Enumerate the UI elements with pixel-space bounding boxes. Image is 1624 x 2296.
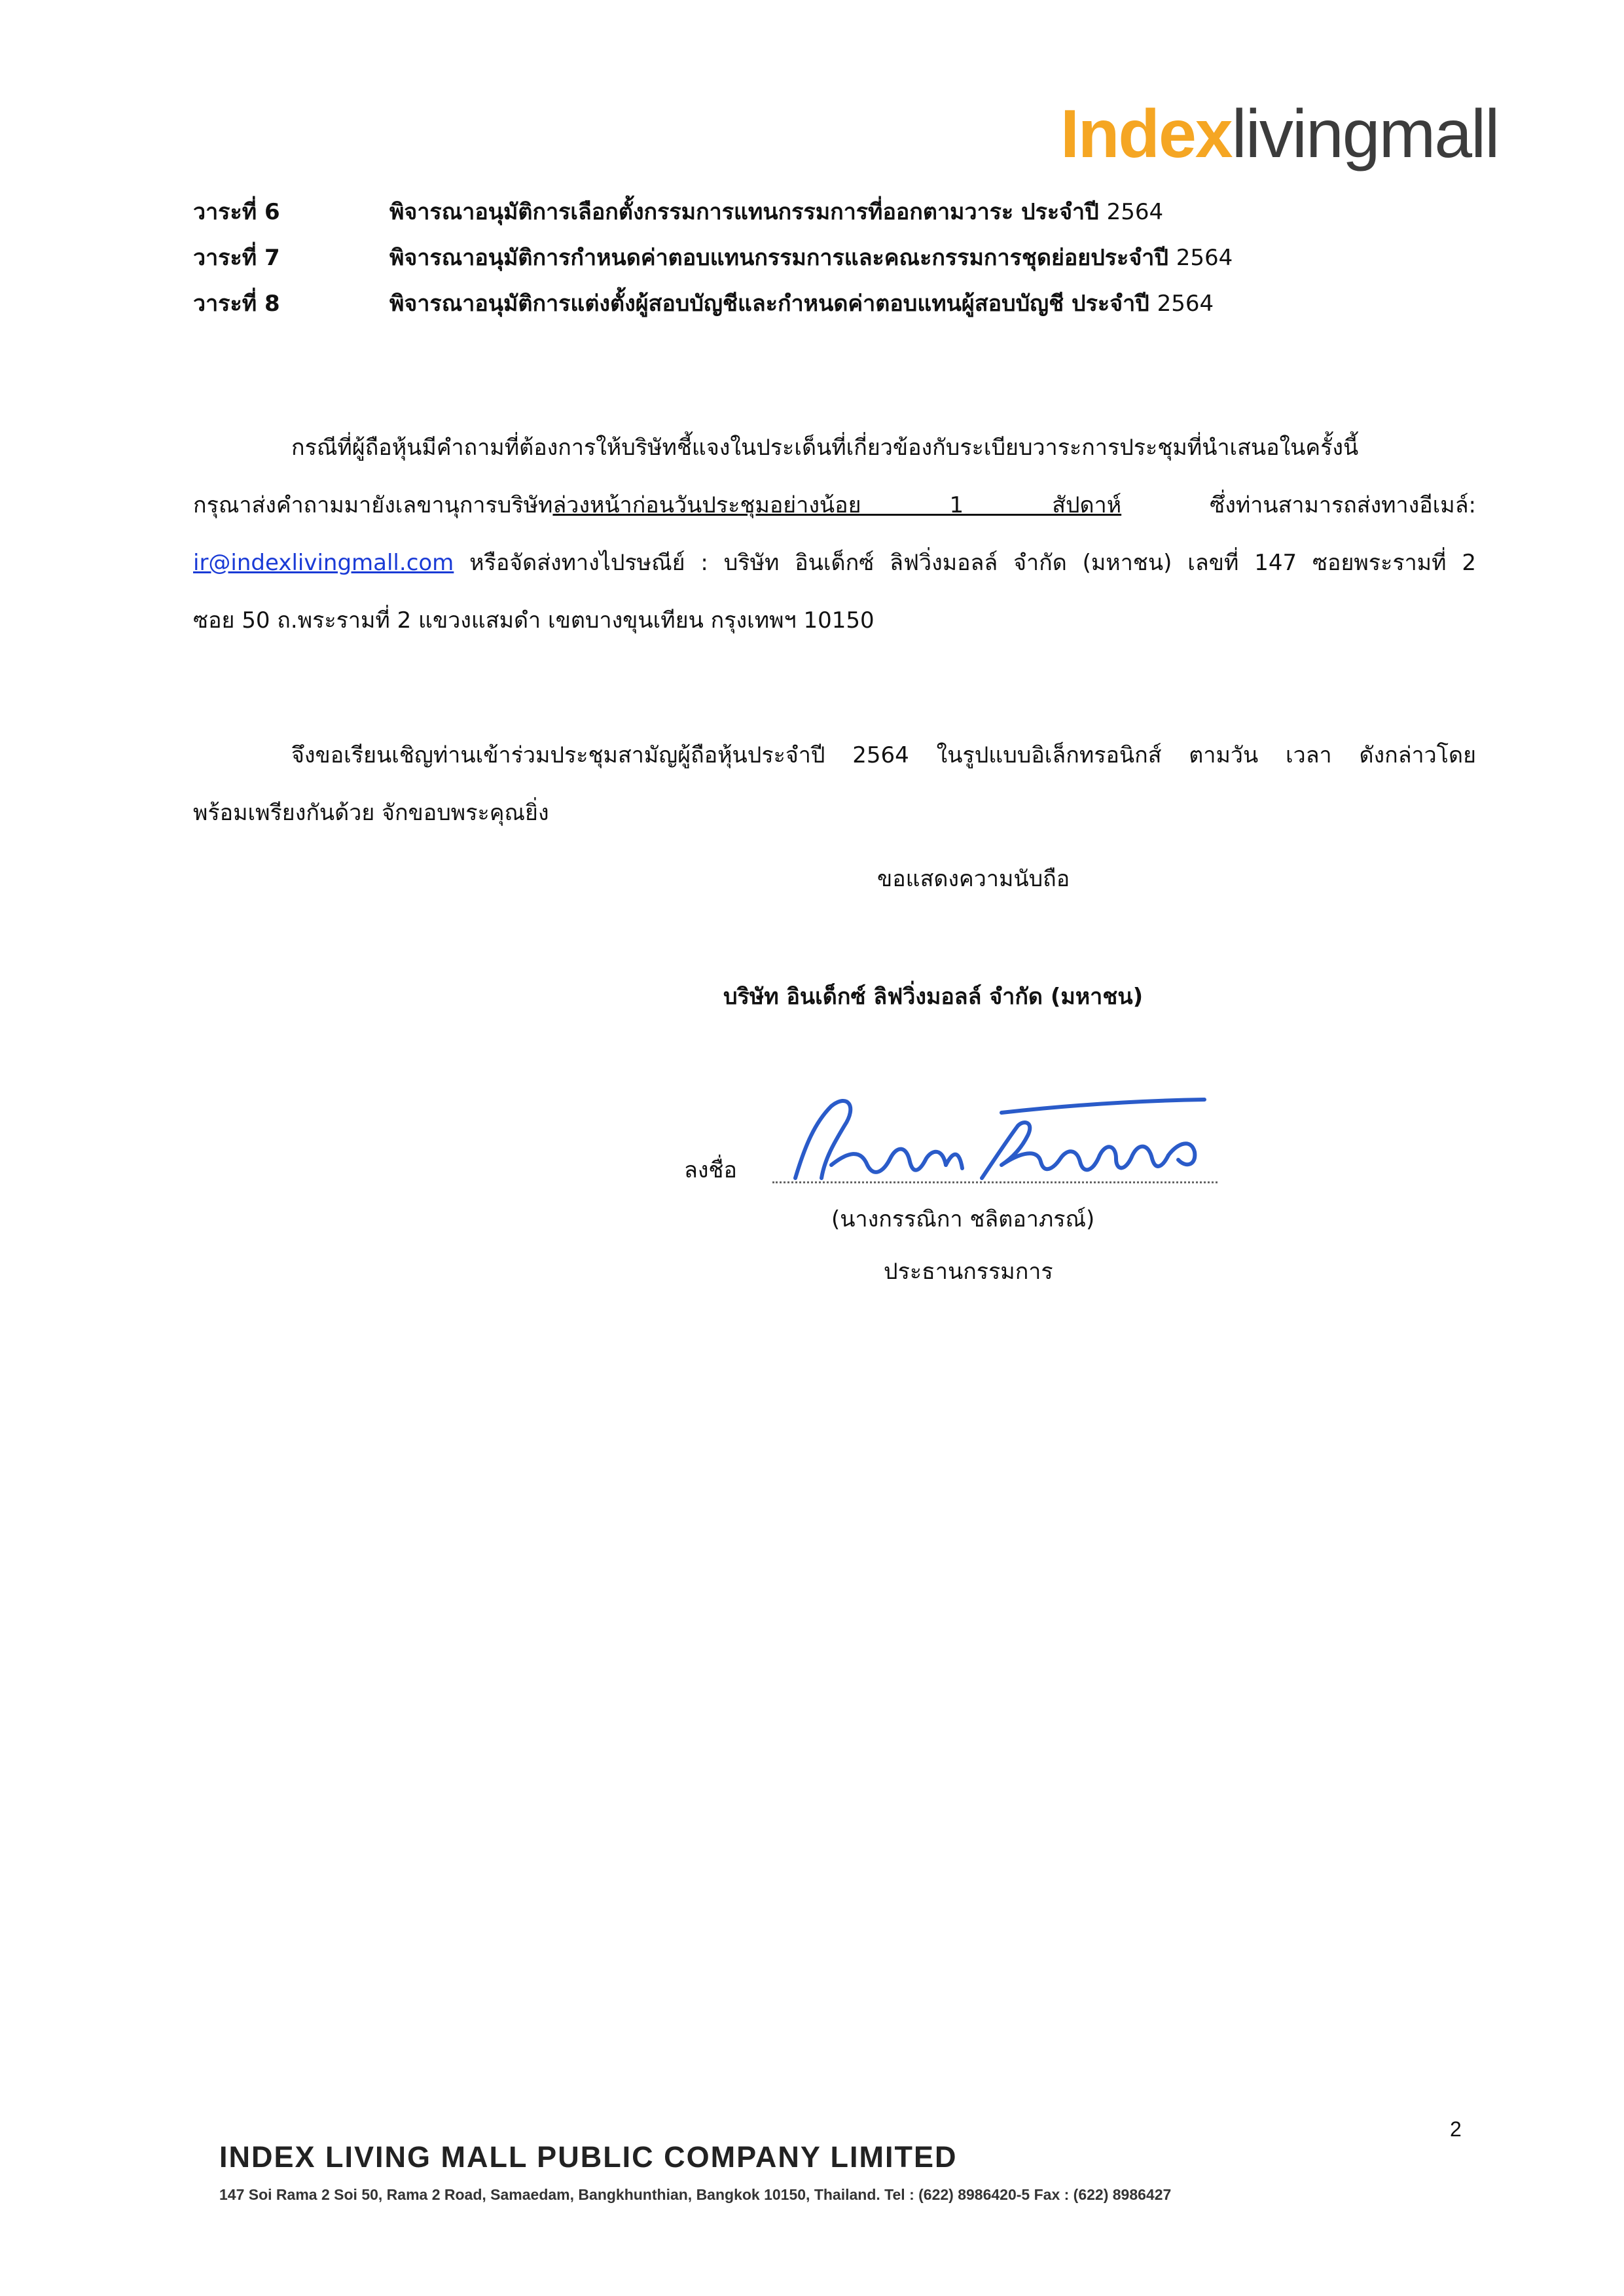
page-number: 2 [1450,2117,1462,2141]
paragraph-line: กรณีที่ผู้ถือหุ้นมีคำถามที่ต้องการให้บริษัทชี้แจงในประเด็นที่เกี่ยวข้องกับระเบียบวาระการประชุมที่นำเสนอในครั้งนี้ [291,435,1359,461]
email-link[interactable]: ir@indexlivingmall.com [193,550,454,576]
closing-text: ขอแสดงความนับถือ [877,866,1070,892]
company-logo [1060,92,1498,177]
paragraph-line: จึงขอเรียนเชิญท่านเข้าร่วมประชุมสามัญผู้ถือหุ้นประจำปี 2564 ในรูปแบบอิเล็กทรอนิกส์ ตามวัน เวลา ดังกล่าวโดย [291,742,1476,768]
agenda-text: พิจารณาอนุมัติการกำหนดค่าตอบแทนกรรมการและคณะกรรมการชุดย่อยประจำปี [389,245,1168,271]
agenda-number: วาระที่ 6 [193,199,280,225]
agenda-year: 2564 [1106,199,1164,225]
agenda-number: วาระที่ 7 [193,245,280,271]
handwritten-signature [785,1086,1231,1198]
questions-paragraph [193,419,1476,649]
company-name-signature: บริษัท อินเด็กซ์ ลิฟวิ่งมอลล์ จำกัด (มหาชน) [723,984,1144,1010]
agenda-year: 2564 [1176,245,1233,271]
agenda-number: วาระที่ 8 [193,291,280,317]
agenda-text: พิจารณาอนุมัติการเลือกตั้งกรรมการแทนกรรมการที่ออกตามวาระ ประจำปี [389,199,1099,225]
footer-company-name: INDEX LIVING MALL PUBLIC COMPANY LIMITED [219,2140,958,2174]
deadline-underlined: ล่วงหน้าก่อนวันประชุมอย่างน้อย 1 สัปดาห์ [552,492,1122,518]
footer-address: 147 Soi Rama 2 Soi 50, Rama 2 Road, Samaedam, Bangkhunthian, Bangkok 10150, Thailand. Tel : (622) 8986420-5 Fax : (622) 8986427 [219,2186,1172,2203]
signer-name: (นางกรรณิกา ชลิตอาภรณ์) [831,1206,1095,1232]
agenda-year: 2564 [1157,291,1214,317]
paragraph-line: พร้อมเพรียงกันด้วย จักขอบพระคุณยิ่ง [193,800,549,826]
invitation-paragraph [193,726,1476,842]
paragraph-line: ซอย 50 ถ.พระรามที่ 2 แขวงแสมดำ เขตบางขุนเทียน กรุงเทพฯ 10150 [193,607,875,634]
agenda-text: พิจารณาอนุมัติการแต่งตั้งผู้สอบบัญชีและกำหนดค่าตอบแทนผู้สอบบัญชี ประจำปี [389,291,1149,317]
logo-part-index: Index [1060,96,1232,172]
paragraph-text: ซึ่งท่านสามารถส่งทางอีเมล์: [1121,492,1476,518]
paragraph-text: หรือจัดส่งทางไปรษณีย์ : บริษัท อินเด็กซ์ ลิฟวิ่งมอลล์ จำกัด (มหาชน) เลขที่ 147 ซอยพระรามที่ 2 [454,550,1476,576]
paragraph-line [193,534,1476,592]
sign-label: ลงชื่อ [684,1157,737,1183]
paragraph-text: กรุณาส่งคำถามมายังเลขานุการบริษัท [193,492,553,518]
logo-part-livingmall: livingmall [1231,96,1499,172]
paragraph-line [193,476,1476,534]
signer-title: ประธานกรรมการ [884,1259,1053,1285]
